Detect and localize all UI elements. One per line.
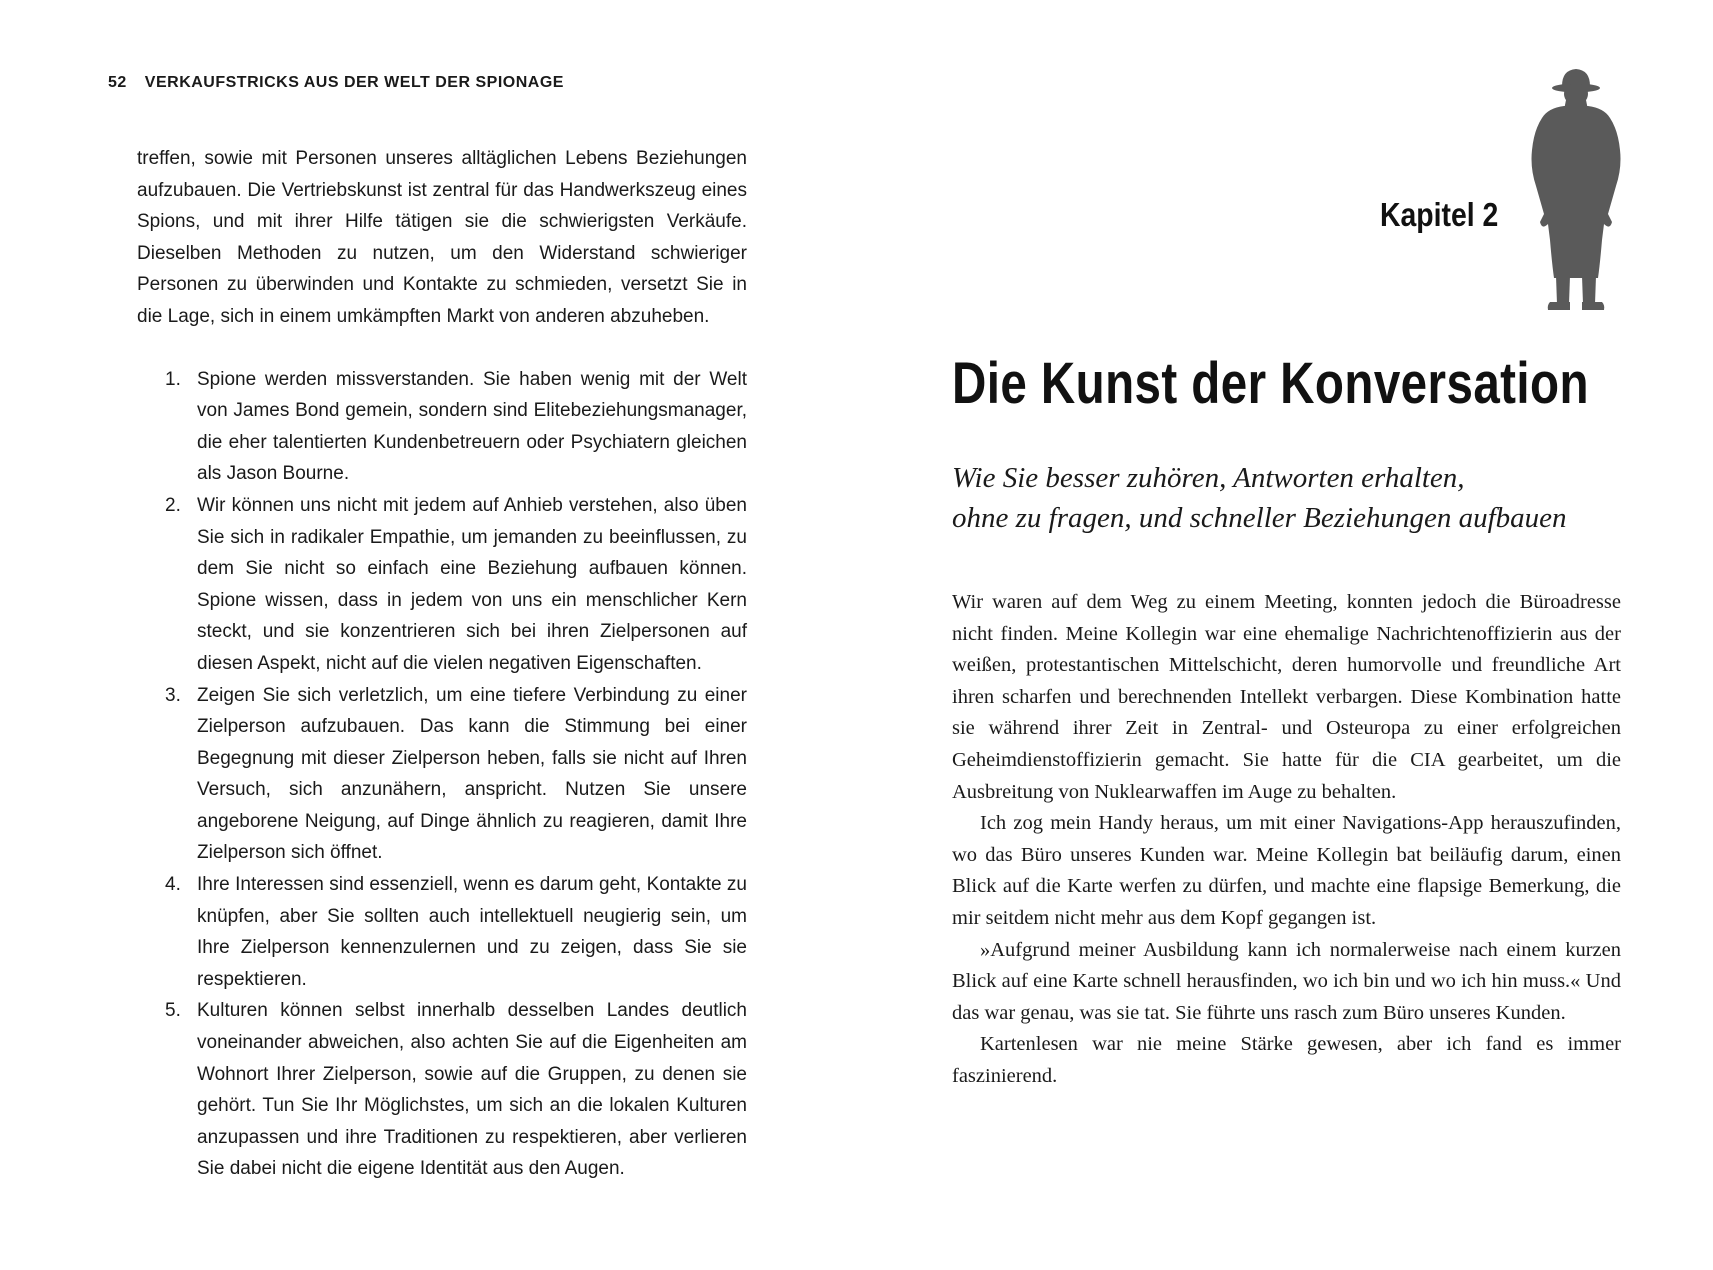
body-paragraph: Wir waren auf dem Weg zu einem Meeting, konnten jedoch die Büroadresse nicht finden. Meine Kollegin war eine ehemalige Nachrichtenoffizierin aus der weißen, protestantischen Mittelschicht, deren humorvolle und freundliche Art ihren scharfen und berechnenden Intellekt verbargen. Diese Kombination hatte sie während ihrer Zeit in Zentral- und Osteuropa zu einer erfolgreichen Geheimdienstoffizierin gemacht. Sie hatte für die CIA gearbeitet, um die Ausbreitung von Nuklearwaffen im Auge zu behalten. bbox=[952, 591, 1621, 803]
list-item bbox=[137, 490, 747, 680]
list-item bbox=[137, 680, 747, 870]
list-item-text: Ihre Interessen sind essenziell, wenn es darum geht, Kontakte zu knüpfen, aber Sie sollten auch intellektuell neugierig sein, um Ihre Zielperson kennenzulernen und zu zeigen, dass Sie sie respektieren. bbox=[197, 874, 747, 990]
chapter-label: Kapitel 2 bbox=[1380, 196, 1499, 233]
running-head bbox=[108, 74, 564, 92]
list-item-number: 3. bbox=[165, 684, 181, 706]
list-item bbox=[137, 995, 747, 1185]
body-paragraph: Ich zog mein Handy heraus, um mit einer Navigations-App herauszufinden, wo das Büro unseres Kunden war. Meine Kollegin bat beiläufig darum, einen Blick auf die Karte werfen zu dürfen, und machte eine flapsige Bemerkung, die mir seitdem nicht mehr aus dem Kopf gegangen ist. bbox=[952, 812, 1621, 929]
spy-silhouette-icon bbox=[1526, 64, 1626, 316]
left-body-text bbox=[137, 143, 747, 1185]
list-item-number: 5. bbox=[165, 1000, 181, 1022]
list-item-number: 1. bbox=[165, 368, 181, 390]
body-paragraph: Kartenlesen war nie meine Stärke gewesen, aber ich fand es immer faszinierend. bbox=[952, 1033, 1621, 1087]
left-page bbox=[0, 0, 856, 1270]
list-item bbox=[137, 364, 747, 490]
page-number: 52 bbox=[108, 74, 127, 91]
list-item bbox=[137, 869, 747, 995]
list-item-text: Spione werden missverstanden. Sie haben wenig mit der Welt von James Bond gemein, sondern sind Elitebeziehungsmanager, die eher talentierten Kundenbetreuern oder Psychiatern gleichen als Jason Bourne. bbox=[197, 368, 747, 485]
running-head-title: VERKAUFSTRICKS AUS DER WELT DER SPIONAGE bbox=[144, 74, 564, 91]
right-page bbox=[856, 0, 1713, 1270]
body-paragraph: »Aufgrund meiner Ausbildung kann ich normalerweise nach einem kurzen Blick auf eine Karte schnell herausfinden, wo ich bin und wo ich hin muss.« Und das war genau, was sie tat. Sie führte uns rasch zum Büro unseres Kunden. bbox=[952, 938, 1621, 1024]
chapter-subtitle bbox=[952, 458, 1567, 538]
intro-paragraph: treffen, sowie mit Personen unseres alltäglichen Lebens Beziehungen aufzubauen. Die Vertriebskunst ist zentral für das Handwerkszeug eines Spions, und mit ihrer Hilfe tätigen sie die schwierigsten Verkäufe. Dieselben Methoden zu nutzen, um den Widerstand schwieriger Personen zu überwinden und Kontakte zu schmieden, versetzt Sie in die Lage, sich in einem umkämpften Markt von anderen abzuheben. bbox=[137, 148, 747, 327]
list-item-number: 4. bbox=[165, 874, 181, 896]
list-item-text: Kulturen können selbst innerhalb desselben Landes deutlich voneinander abweichen, also achten Sie auf die Eigenheiten am Wohnort Ihrer Zielperson, sowie auf die Gruppen, zu denen sie gehört. Tun Sie Ihr Möglichstes, um sich an die lokalen Kulturen anzupassen und ihre Traditionen zu respektieren, aber verlieren Sie dabei nicht die eigene Identität aus den Augen. bbox=[197, 1000, 747, 1180]
subtitle-line: ohne zu fragen, und schneller Beziehungen aufbauen bbox=[952, 502, 1567, 534]
chapter-title: Die Kunst der Konversation bbox=[952, 351, 1589, 416]
list-item-text: Wir können uns nicht mit jedem auf Anhieb verstehen, also üben Sie sich in radikaler Empathie, um jemanden zu beeinflussen, zu dem Sie nicht so einfach eine Beziehung aufbauen können. Spione wissen, dass in jedem von uns ein menschlicher Kern steckt, und sie konzentrieren sich bei ihren Zielpersonen auf diesen Aspekt, nicht auf die vielen negativen Eigenschaften. bbox=[197, 494, 747, 674]
right-body-text bbox=[952, 587, 1621, 1093]
list-item-number: 2. bbox=[165, 494, 181, 516]
summary-list bbox=[137, 364, 747, 1185]
subtitle-line: Wie Sie besser zuhören, Antworten erhalten, bbox=[952, 462, 1465, 494]
list-item-text: Zeigen Sie sich verletzlich, um eine tiefere Verbindung zu einer Zielperson aufzubauen. Das kann die Stimmung bei einer Begegnung mit dieser Zielperson heben, falls sie nicht auf Ihren Versuch, sich anzunähern, anspricht. Nutzen Sie unsere angeborene Neigung, auf Dinge ähnlich zu reagieren, damit Ihre Zielperson sich öffnet. bbox=[197, 684, 747, 864]
